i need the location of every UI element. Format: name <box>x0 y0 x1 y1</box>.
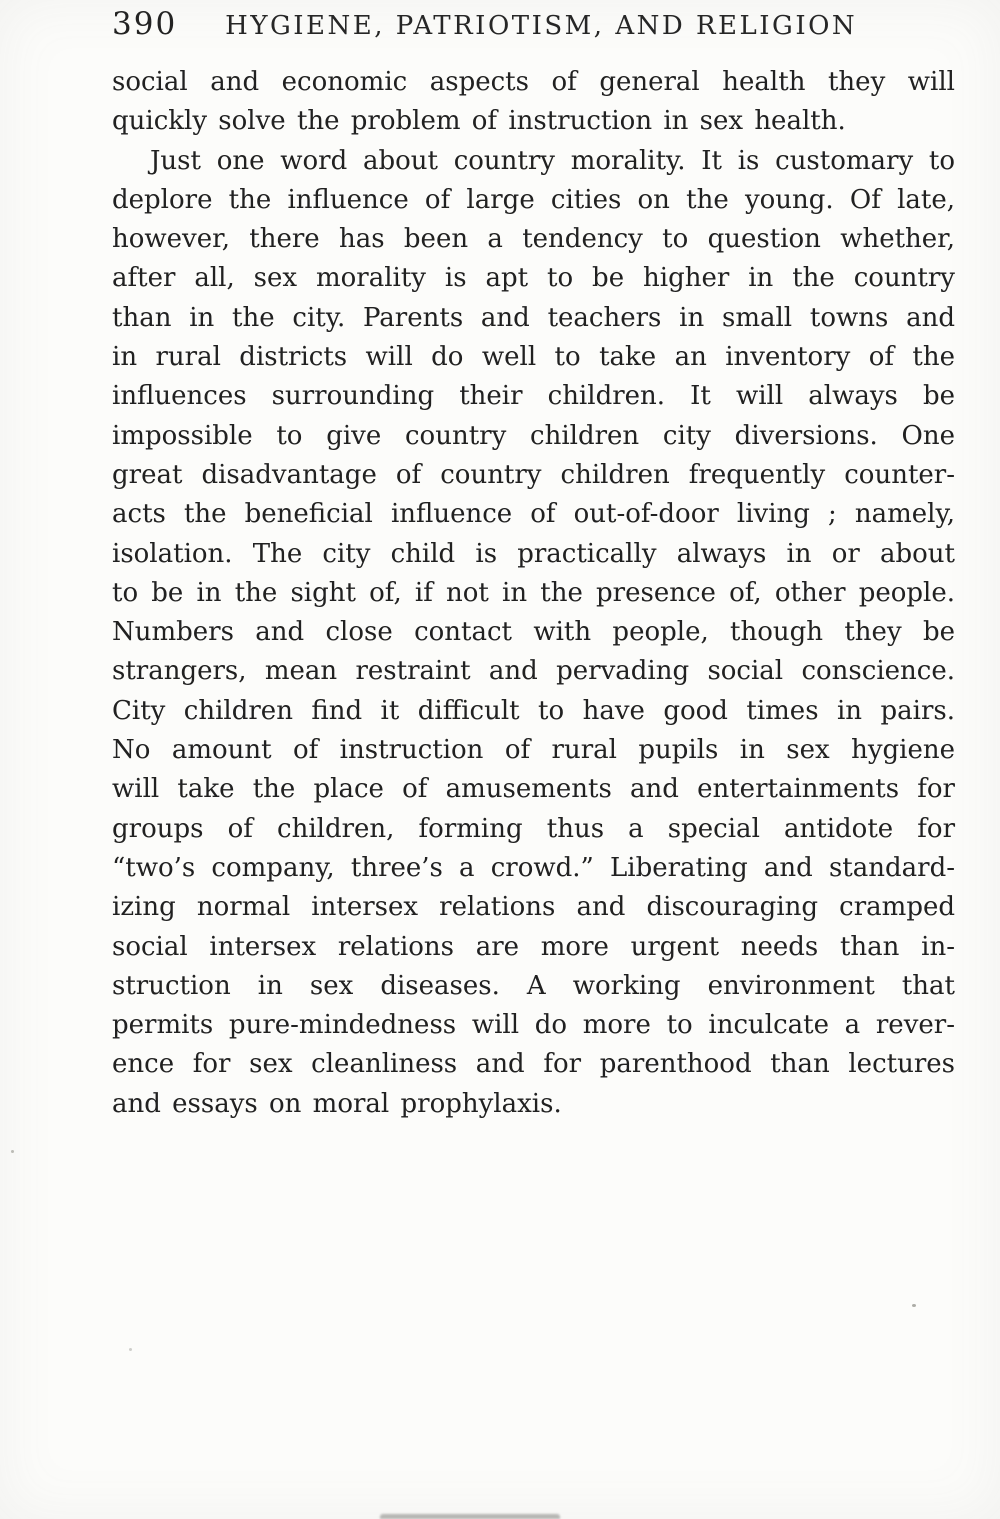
scan-speck <box>912 1304 916 1307</box>
text-line: City children find it difficult to have good times in pairs. <box>112 695 955 726</box>
page-number: 390 <box>112 6 178 42</box>
text-line: Numbers and close contact with people, though they be <box>112 617 955 648</box>
text-line: struction in sex diseases. A working environment that <box>112 970 955 1001</box>
text-line: strangers, mean restraint and pervading social conscience. <box>112 656 955 687</box>
text-line: after all, sex morality is apt to be higher in the country <box>112 263 955 294</box>
text-line: and essays on moral prophylaxis. <box>112 1088 562 1119</box>
text-line: in rural districts will do well to take an inventory of the <box>112 342 955 373</box>
text-line: deplore the influence of large cities on the young. Of late, <box>112 184 955 215</box>
text-line: Just one word about country morality. It is customary to <box>150 145 955 176</box>
text-line: quickly solve the problem of instruction in sex health. <box>112 106 846 137</box>
text-line: izing normal intersex relations and discouraging cramped <box>112 892 955 923</box>
text-line: impossible to give country children city diversions. One <box>112 420 955 451</box>
text-line: will take the place of amusements and entertainments for <box>112 774 955 805</box>
text-line: than in the city. Parents and teachers in small towns and <box>112 302 955 333</box>
text-line: isolation. The city child is practically always in or about <box>112 538 955 569</box>
text-line: great disadvantage of country children frequently counter- <box>112 459 955 490</box>
page-header <box>112 6 950 42</box>
text-block <box>112 63 955 1124</box>
text-line: “two’s company, three’s a crowd.” Liberating and standard- <box>112 852 955 883</box>
text-line: social intersex relations are more urgent needs than in- <box>112 931 955 962</box>
text-line: permits pure-mindedness will do more to inculcate a rever- <box>112 1010 955 1041</box>
scan-speck <box>11 1150 14 1153</box>
scan-edge-smudge <box>380 1514 560 1519</box>
text-line: to be in the sight of, if not in the presence of, other people. <box>112 577 955 608</box>
running-title: HYGIENE, PATRIOTISM, AND RELIGION <box>225 11 858 41</box>
text-line: influences surrounding their children. It will always be <box>112 381 955 412</box>
text-line: however, there has been a tendency to question whether, <box>112 224 955 255</box>
text-line: groups of children, forming thus a special antidote for <box>112 813 955 844</box>
text-line: No amount of instruction of rural pupils in sex hygiene <box>112 735 955 766</box>
text-line: acts the beneficial influence of out-of-door living ; namely, <box>112 499 955 530</box>
text-line: social and economic aspects of general health they will <box>112 67 955 97</box>
text-line: ence for sex cleanliness and for parenthood than lectures <box>112 1049 955 1080</box>
scan-speck <box>129 1348 132 1351</box>
